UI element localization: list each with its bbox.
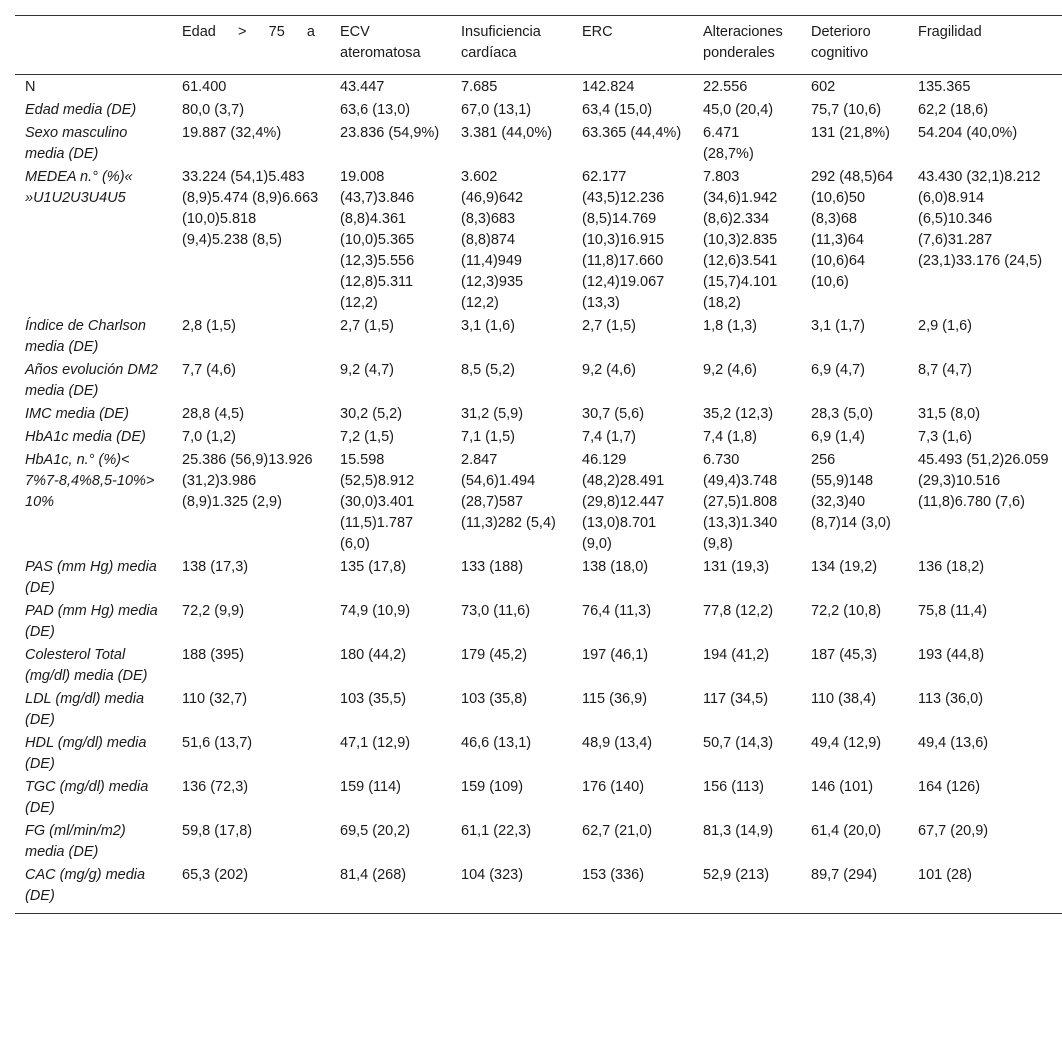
- table-cell: 9,2 (4,6): [703, 362, 757, 378]
- table-cell: 23.836 (54,9%): [340, 125, 440, 141]
- table-cell: 62.177 (43,5)12.236 (8,5)14.769 (10,3)16.915 (11,8)17.660 (12,4)19.067 (13,3): [582, 169, 665, 311]
- row-label: PAS (mm Hg) media (DE): [25, 559, 157, 596]
- row-label: Sexo masculino media (DE): [25, 125, 128, 162]
- table-cell: 197 (46,1): [582, 647, 649, 663]
- table-cell: 67,0 (13,1): [461, 102, 532, 118]
- table-cell: 31,5 (8,0): [918, 406, 981, 422]
- table-row: [15, 449, 1062, 556]
- table-cell: 3.381 (44,0%): [461, 125, 553, 141]
- header-ecv: ECV ateromatosa: [330, 16, 451, 75]
- table-cell: 2,7 (1,5): [340, 318, 394, 334]
- table-cell: 7,2 (1,5): [340, 429, 394, 445]
- table-cell: 9,2 (4,7): [340, 362, 394, 378]
- header-edad: [172, 16, 330, 75]
- table-cell: 46,6 (13,1): [461, 735, 532, 751]
- table-row: [15, 820, 1062, 864]
- table-cell: 131 (19,3): [703, 559, 770, 575]
- table-cell: 22.556: [703, 79, 748, 95]
- table-row: [15, 99, 1062, 122]
- row-label: PAD (mm Hg) media (DE): [25, 603, 158, 640]
- table-cell: 8,7 (4,7): [918, 362, 972, 378]
- table-cell: 133 (188): [461, 559, 524, 575]
- table-row: [15, 864, 1062, 914]
- table-cell: 19.887 (32,4%): [182, 125, 282, 141]
- row-label: Años evolución DM2 media (DE): [25, 362, 158, 399]
- table-cell: 292 (48,5)64 (10,6)50 (8,3)68 (11,3)64 (10,6)64 (10,6): [811, 169, 894, 290]
- table-cell: 194 (41,2): [703, 647, 770, 663]
- table-cell: 75,8 (11,4): [918, 603, 988, 619]
- table-cell: 63.365 (44,4%): [582, 125, 682, 141]
- table-cell: 7.803 (34,6)1.942 (8,6)2.334 (10,3)2.835 (12,6)3.541 (15,7)4.101 (18,2): [703, 169, 778, 311]
- table-cell: 188 (395): [182, 647, 245, 663]
- table-cell: 7,1 (1,5): [461, 429, 515, 445]
- table-row: [15, 600, 1062, 644]
- table-cell: 187 (45,3): [811, 647, 878, 663]
- table-cell: 176 (140): [582, 779, 645, 795]
- table-cell: 76,4 (11,3): [582, 603, 652, 619]
- table-cell: 30,7 (5,6): [582, 406, 645, 422]
- table-row: [15, 75, 1062, 100]
- table-row: [15, 403, 1062, 426]
- row-label: CAC (mg/g) media (DE): [15, 864, 172, 914]
- table-cell: 159 (114): [340, 779, 401, 795]
- table-cell: 131 (21,8%): [811, 125, 890, 141]
- table-cell: 134 (19,2): [811, 559, 878, 575]
- table-cell: 135 (17,8): [340, 559, 407, 575]
- table-cell: 80,0 (3,7): [182, 102, 245, 118]
- table-cell: 33.224 (54,1)5.483 (8,9)5.474 (8,9)6.663 (10,0)5.818 (9,4)5.238 (8,5): [182, 169, 319, 248]
- header-row: [15, 16, 1062, 75]
- table-cell: 7,4 (1,7): [582, 429, 636, 445]
- table-cell: 25.386 (56,9)13.926 (31,2)3.986 (8,9)1.325 (2,9): [182, 452, 313, 510]
- table-cell: 75,7 (10,6): [811, 102, 882, 118]
- table-cell: 45,0 (20,4): [703, 102, 774, 118]
- table-cell: 115 (36,9): [582, 691, 648, 707]
- table-cell: 138 (18,0): [582, 559, 649, 575]
- table-cell: 6.730 (49,4)3.748 (27,5)1.808 (13,3)1.340 (9,8): [703, 452, 778, 552]
- header-edad-part: >: [238, 24, 247, 40]
- header-empty: [15, 16, 172, 75]
- table-cell: 45.493 (51,2)26.059 (29,3)10.516 (11,8)6.780 (7,6): [918, 452, 1049, 510]
- table-cell: 3.602 (46,9)642 (8,3)683 (8,8)874 (11,4)949 (12,3)935 (12,2): [461, 169, 524, 311]
- table-cell: 51,6 (13,7): [182, 735, 253, 751]
- table-cell: 49,4 (13,6): [918, 735, 989, 751]
- table-cell: 59,8 (17,8): [182, 823, 253, 839]
- table-cell: 72,2 (9,9): [182, 603, 245, 619]
- table-cell: 193 (44,8): [918, 647, 985, 663]
- table-cell: 179 (45,2): [461, 647, 528, 663]
- header-insuficiencia: Insuficiencia cardíaca: [451, 16, 572, 75]
- table-cell: 46.129 (48,2)28.491 (29,8)12.447 (13,0)8.701 (9,0): [582, 452, 665, 552]
- table-cell: 31,2 (5,9): [461, 406, 524, 422]
- table-cell: 110 (32,7): [182, 691, 248, 707]
- table-row: [15, 776, 1062, 820]
- table-cell: 9,2 (4,6): [582, 362, 636, 378]
- table-cell: 81,4 (268): [330, 864, 451, 914]
- table-row: [15, 122, 1062, 166]
- table-cell: 164 (126): [918, 779, 981, 795]
- table-cell: 62,7 (21,0): [582, 823, 653, 839]
- table-cell: 110 (38,4): [811, 691, 877, 707]
- table-cell: 28,3 (5,0): [811, 406, 874, 422]
- header-edad-part: Edad: [182, 24, 216, 40]
- table-cell: 49,4 (12,9): [811, 735, 882, 751]
- table-cell: 61.400: [182, 79, 227, 95]
- table-cell: 61,1 (22,3): [461, 823, 532, 839]
- table-cell: 28,8 (4,5): [182, 406, 245, 422]
- table-cell: 74,9 (10,9): [340, 603, 411, 619]
- table-cell: 43.430 (32,1)8.212 (6,0)8.914 (6,5)10.346 (7,6)31.287 (23,1)33.176 (24,5): [918, 169, 1043, 269]
- header-deterioro: Deterioro cognitivo: [801, 16, 908, 75]
- table-row: [15, 426, 1062, 449]
- table-cell: 30,2 (5,2): [340, 406, 403, 422]
- table-cell: 7.685: [461, 79, 498, 95]
- table-cell: 136 (72,3): [182, 779, 249, 795]
- results-table: [15, 15, 1062, 914]
- table-cell: 50,7 (14,3): [703, 735, 774, 751]
- row-label: HbA1c media (DE): [25, 429, 146, 445]
- header-alteraciones: Alteraciones ponderales: [693, 16, 801, 75]
- table-cell: 138 (17,3): [182, 559, 249, 575]
- row-label: LDL (mg/dl) media (DE): [25, 691, 145, 728]
- table-cell: 43.447: [340, 79, 385, 95]
- table-row: [15, 732, 1062, 776]
- table-cell: 3,1 (1,7): [811, 318, 865, 334]
- table-cell: 7,3 (1,6): [918, 429, 972, 445]
- header-fragilidad: Fragilidad: [908, 16, 1062, 75]
- row-label: MEDEA n.° (%)« »U1U2U3U4U5: [25, 169, 133, 206]
- table-cell: 103 (35,5): [340, 691, 407, 707]
- table-row: [15, 315, 1062, 359]
- table-cell: 8,5 (5,2): [461, 362, 515, 378]
- table-cell: 54.204 (40,0%): [918, 125, 1018, 141]
- table-cell: 256 (55,9)148 (32,3)40 (8,7)14 (3,0): [811, 452, 891, 531]
- table-row: [15, 359, 1062, 403]
- table-cell: 602: [811, 79, 836, 95]
- table-cell: 7,4 (1,8): [703, 429, 757, 445]
- row-label: IMC media (DE): [25, 406, 129, 422]
- table-cell: 47,1 (12,9): [340, 735, 411, 751]
- table-row: [15, 166, 1062, 315]
- table-cell: 63,4 (15,0): [582, 102, 653, 118]
- table-cell: 89,7 (294): [801, 864, 908, 914]
- table-cell: 104 (323): [451, 864, 572, 914]
- table-row: [15, 688, 1062, 732]
- table-cell: 135.365: [918, 79, 971, 95]
- row-label: Edad media (DE): [25, 102, 137, 118]
- table-cell: 2.847 (54,6)1.494 (28,7)587 (11,3)282 (5,4): [461, 452, 556, 531]
- table-cell: 81,3 (14,9): [703, 823, 774, 839]
- table-cell: 15.598 (52,5)8.912 (30,0)3.401 (11,5)1.787 (6,0): [340, 452, 415, 552]
- row-label: TGC (mg/dl) media (DE): [25, 779, 149, 816]
- table-cell: 103 (35,8): [461, 691, 528, 707]
- table-cell: 7,7 (4,6): [182, 362, 236, 378]
- row-label: HbA1c, n.° (%)< 7%7-8,4%8,5-10%> 10%: [25, 452, 155, 510]
- row-label: N: [25, 79, 36, 95]
- table-cell: 180 (44,2): [340, 647, 407, 663]
- table-cell: 142.824: [582, 79, 635, 95]
- table-cell: 136 (18,2): [918, 559, 985, 575]
- table-cell: 156 (113): [703, 779, 764, 795]
- table-cell: 52,9 (213): [693, 864, 801, 914]
- table-cell: 6,9 (4,7): [811, 362, 865, 378]
- table-cell: 73,0 (11,6): [461, 603, 531, 619]
- table-cell: 3,1 (1,6): [461, 318, 515, 334]
- table-cell: 19.008 (43,7)3.846 (8,8)4.361 (10,0)5.365 (12,3)5.556 (12,8)5.311 (12,2): [340, 169, 415, 311]
- header-edad-part: 75: [268, 24, 285, 40]
- table-cell: 7,0 (1,2): [182, 429, 236, 445]
- row-label: Colesterol Total (mg/dl) media (DE): [25, 647, 148, 684]
- table-cell: 153 (336): [572, 864, 693, 914]
- table-cell: 69,5 (20,2): [340, 823, 411, 839]
- table-cell: 117 (34,5): [703, 691, 769, 707]
- table-cell: 2,8 (1,5): [182, 318, 236, 334]
- row-label: HDL (mg/dl) media (DE): [25, 735, 147, 772]
- table-cell: 62,2 (18,6): [918, 102, 989, 118]
- table-body: [15, 75, 1062, 914]
- row-label: Índice de Charlson media (DE): [25, 318, 146, 355]
- table-cell: 159 (109): [461, 779, 524, 795]
- table-cell: 63,6 (13,0): [340, 102, 411, 118]
- table-cell: 113 (36,0): [918, 691, 984, 707]
- table-cell: 67,7 (20,9): [918, 823, 989, 839]
- table-cell: 101 (28): [908, 864, 1062, 914]
- table-cell: 1,8 (1,3): [703, 318, 757, 334]
- header-erc: ERC: [572, 16, 693, 75]
- table-cell: 2,9 (1,6): [918, 318, 972, 334]
- table-row: [15, 556, 1062, 600]
- header-edad-part: a: [306, 24, 315, 40]
- table-cell: 72,2 (10,8): [811, 603, 882, 619]
- table-cell: 48,9 (13,4): [582, 735, 653, 751]
- table-cell: 6.471 (28,7%): [703, 125, 754, 162]
- table-cell: 146 (101): [811, 779, 874, 795]
- table-cell: 35,2 (12,3): [703, 406, 774, 422]
- row-label: FG (ml/min/m2) media (DE): [25, 823, 126, 860]
- table-cell: 2,7 (1,5): [582, 318, 636, 334]
- table-cell: 61,4 (20,0): [811, 823, 882, 839]
- table-row: [15, 644, 1062, 688]
- table-cell: 65,3 (202): [172, 864, 330, 914]
- table-cell: 6,9 (1,4): [811, 429, 865, 445]
- table-cell: 77,8 (12,2): [703, 603, 774, 619]
